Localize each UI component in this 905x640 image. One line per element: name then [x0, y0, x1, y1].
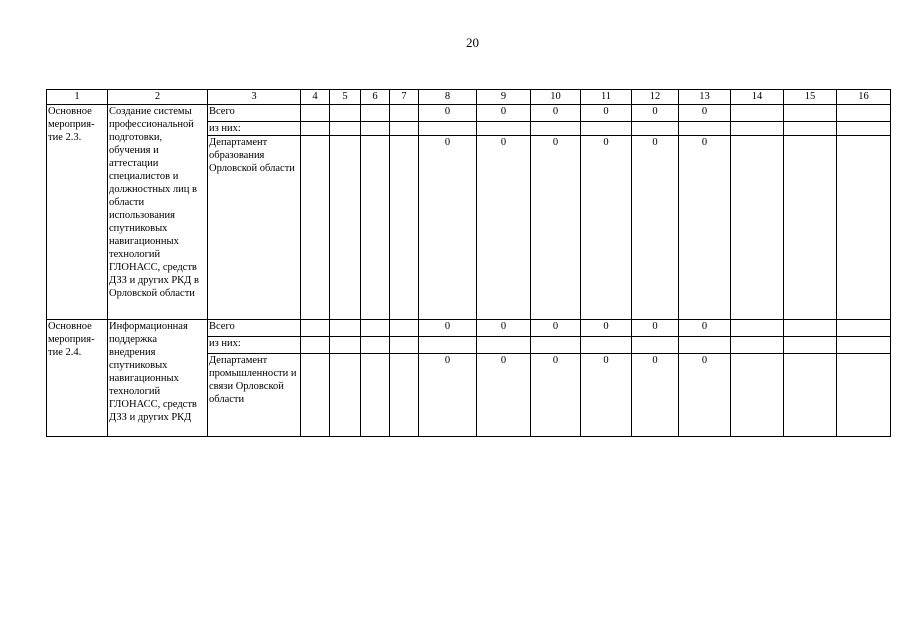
- value-cell: [301, 354, 330, 437]
- value-cell: 0: [419, 136, 477, 320]
- value-cell: [581, 337, 632, 354]
- column-number: 8: [419, 90, 477, 105]
- value-cell: 0: [531, 320, 581, 337]
- program-table: [46, 89, 891, 437]
- value-cell: [531, 337, 581, 354]
- column-number: 5: [330, 90, 361, 105]
- value-cell: [477, 337, 531, 354]
- value-cell: [784, 337, 837, 354]
- value-cell: [837, 337, 891, 354]
- value-cell: [301, 337, 330, 354]
- column-number: 7: [390, 90, 419, 105]
- value-cell: [301, 122, 330, 136]
- value-cell: 0: [679, 354, 731, 437]
- value-cell: [581, 122, 632, 136]
- value-cell: [390, 136, 419, 320]
- value-cell: [731, 136, 784, 320]
- value-cell: [784, 105, 837, 122]
- value-cell: [679, 337, 731, 354]
- value-cell: [679, 122, 731, 136]
- value-cell: [731, 354, 784, 437]
- column-number: 16: [837, 90, 891, 105]
- column-number: 10: [531, 90, 581, 105]
- value-cell: [301, 105, 330, 122]
- column-number: 15: [784, 90, 837, 105]
- column-number: 14: [731, 90, 784, 105]
- value-cell: [419, 122, 477, 136]
- column-number: 3: [208, 90, 301, 105]
- value-cell: 0: [531, 354, 581, 437]
- column-number: 9: [477, 90, 531, 105]
- value-cell: 0: [477, 320, 531, 337]
- value-cell: [301, 320, 330, 337]
- value-cell: 0: [632, 136, 679, 320]
- value-cell: [390, 105, 419, 122]
- column-number: 6: [361, 90, 390, 105]
- value-cell: 0: [477, 136, 531, 320]
- value-cell: [731, 337, 784, 354]
- column-number-row: [47, 90, 891, 105]
- value-cell: [390, 122, 419, 136]
- value-cell: 0: [632, 105, 679, 122]
- value-cell: [632, 337, 679, 354]
- description-cell: Информационная поддержка внедрения спутниковых навигационных технологий ГЛОНАСС, средств ДЗЗ и других РКД: [108, 320, 208, 437]
- value-cell: [731, 105, 784, 122]
- value-cell: [837, 320, 891, 337]
- value-cell: 0: [581, 354, 632, 437]
- value-cell: [837, 122, 891, 136]
- value-cell: 0: [679, 105, 731, 122]
- value-cell: [477, 122, 531, 136]
- value-cell: [301, 136, 330, 320]
- column-number: 13: [679, 90, 731, 105]
- value-cell: 0: [632, 354, 679, 437]
- value-cell: [837, 354, 891, 437]
- value-cell: [330, 320, 361, 337]
- value-cell: [837, 136, 891, 320]
- value-cell: 0: [419, 354, 477, 437]
- value-cell: [361, 320, 390, 337]
- table-row: [47, 320, 891, 337]
- row-label: Департамент промышленности и связи Орловской области: [208, 354, 301, 437]
- value-cell: [361, 354, 390, 437]
- value-cell: 0: [679, 136, 731, 320]
- value-cell: [837, 105, 891, 122]
- row-label: Всего: [208, 105, 301, 122]
- row-label: Департамент образования Орловской области: [208, 136, 301, 320]
- value-cell: [419, 337, 477, 354]
- column-number: 4: [301, 90, 330, 105]
- value-cell: 0: [419, 320, 477, 337]
- table-row: [47, 105, 891, 122]
- value-cell: 0: [581, 105, 632, 122]
- value-cell: [330, 354, 361, 437]
- column-number: 2: [108, 90, 208, 105]
- column-number: 12: [632, 90, 679, 105]
- value-cell: [531, 122, 581, 136]
- row-label: Всего: [208, 320, 301, 337]
- value-cell: [731, 320, 784, 337]
- value-cell: [784, 354, 837, 437]
- value-cell: [784, 320, 837, 337]
- value-cell: [330, 136, 361, 320]
- value-cell: 0: [581, 136, 632, 320]
- value-cell: [784, 122, 837, 136]
- value-cell: 0: [632, 320, 679, 337]
- value-cell: [330, 105, 361, 122]
- column-number: 11: [581, 90, 632, 105]
- value-cell: [361, 122, 390, 136]
- value-cell: 0: [531, 136, 581, 320]
- value-cell: 0: [581, 320, 632, 337]
- value-cell: [361, 337, 390, 354]
- description-cell: Создание системы профессиональной подготовки, обучения и аттестации специалистов и должностных лиц в области использования спутниковых навигационных технологий ГЛОНАСС, средств ДЗЗ и других РКД в Орловской области: [108, 105, 208, 320]
- value-cell: 0: [477, 105, 531, 122]
- value-cell: [632, 122, 679, 136]
- value-cell: [361, 105, 390, 122]
- page-number: 20: [466, 35, 479, 50]
- measure-cell: Основное мероприя-тие 2.3.: [47, 105, 108, 320]
- value-cell: [361, 136, 390, 320]
- value-cell: 0: [531, 105, 581, 122]
- value-cell: [390, 354, 419, 437]
- value-cell: [330, 337, 361, 354]
- value-cell: [731, 122, 784, 136]
- value-cell: [330, 122, 361, 136]
- row-label: из них:: [208, 337, 301, 354]
- value-cell: 0: [679, 320, 731, 337]
- value-cell: [784, 136, 837, 320]
- value-cell: [390, 337, 419, 354]
- value-cell: 0: [477, 354, 531, 437]
- row-label: из них:: [208, 122, 301, 136]
- measure-cell: Основное мероприя-тие 2.4.: [47, 320, 108, 437]
- value-cell: [390, 320, 419, 337]
- value-cell: 0: [419, 105, 477, 122]
- column-number: 1: [47, 90, 108, 105]
